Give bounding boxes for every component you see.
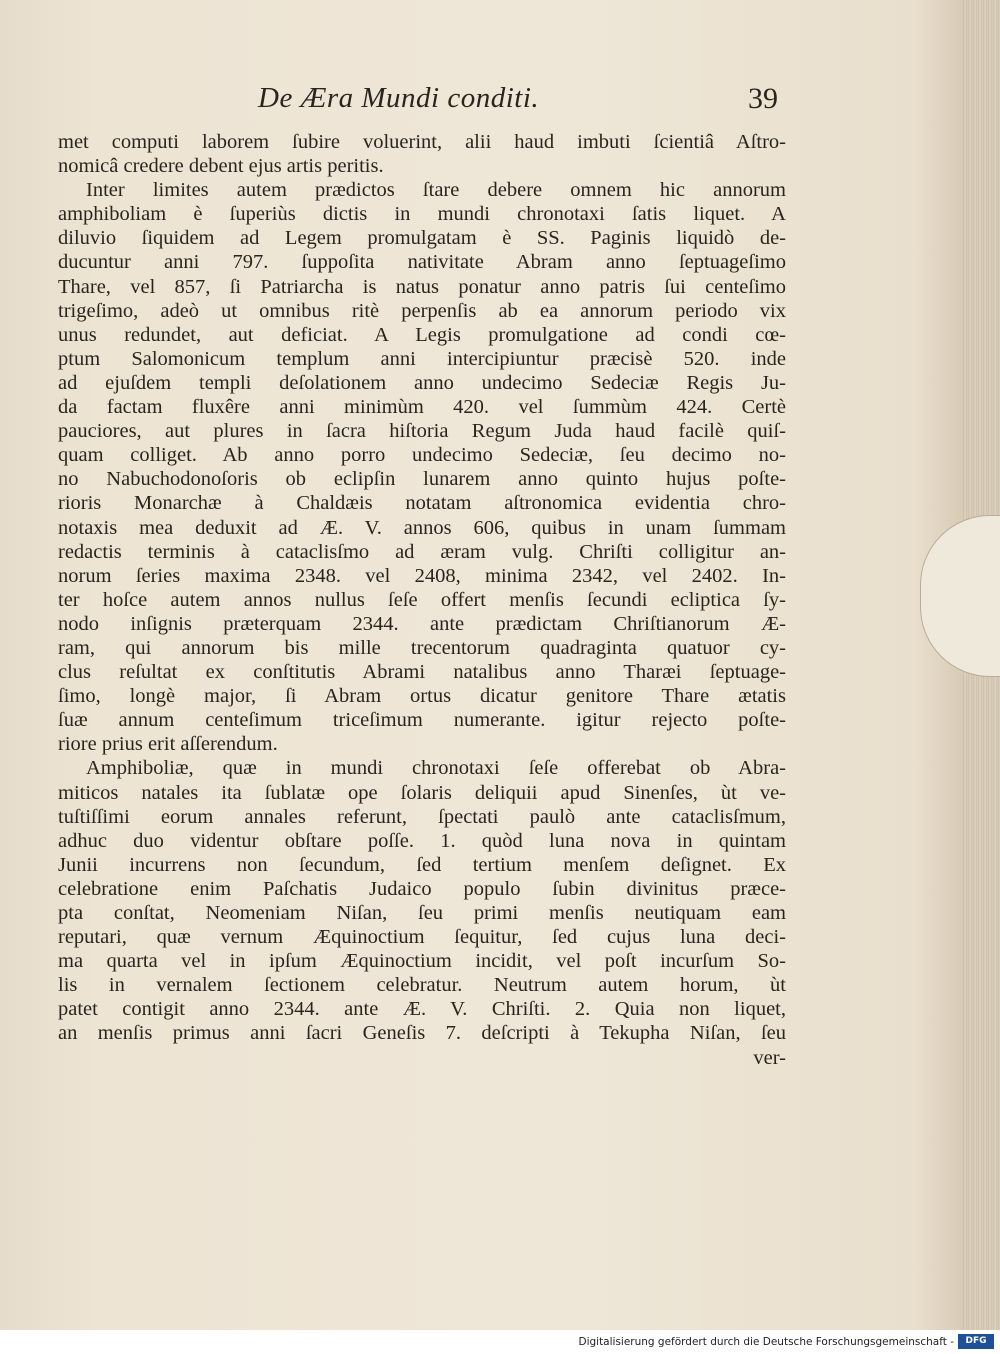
text-line: da factam fluxêre anni minimùm 420. vel ſummùm 424. Certè (58, 396, 786, 419)
text-line: ma quarta vel in ipſum Æquinoctium incidit, vel poſt incurſum So- (58, 950, 786, 973)
text-line: Thare, vel 857, ſi Patriarcha is natus ponatur anno patris ſui centeſimo (58, 275, 786, 298)
text-line: ad ejuſdem templi deſolationem anno undecimo Sedeciæ Regis Ju- (58, 371, 786, 394)
text-line: ducuntur anni 797. ſuppoſita nativitate Abram anno ſeptuageſimo (58, 251, 786, 274)
text-line: nomicâ credere debent ejus artis peritis. (58, 155, 384, 178)
text-line: no Nabuchodonoſoris ob eclipſin lunarem anno quinto hujus poſte- (58, 468, 786, 491)
text-line: an menſis primus anni ſacri Geneſis 7. deſcripti à Tekupha Niſan, ſeu (58, 1022, 786, 1045)
text-line: trigeſimo, adeò ut omnibus ritè perpenſis ab ea annorum periodo vix (58, 299, 786, 322)
text-line: notaxis mea deduxit ad Æ. V. annos 606, quibus in unam ſummam (58, 516, 786, 539)
text-line: quam colliget. Ab anno porro undecimo Sedeciæ, ſeu decimo no- (58, 444, 786, 467)
text-line: nodo inſignis præterquam 2344. ante prædictam Chriſtianorum Æ- (58, 612, 786, 635)
text-line: ſimo, longè major, ſi Abram ortus dicatur genitore Thare ætatis (58, 685, 786, 708)
text-line: diluvio ſiquidem ad Legem promulgatam è SS. Paginis liquidò de- (58, 227, 786, 250)
text-line: lis in vernalem ſectionem celebratur. Neutrum autem horum, ùt (58, 974, 786, 997)
catchword: ver- (753, 1046, 786, 1069)
funding-credit: Digitalisierung gefördert durch die Deutsche Forschungsgemeinschaft - (578, 1336, 954, 1348)
text-line: Amphiboliæ, quæ in mundi chronotaxi ſeſe offerebat ob Abra- (86, 757, 786, 780)
text-line: ram, qui annorum bis mille trecentorum quadraginta quatuor cy- (58, 636, 786, 659)
text-line: patet contigit anno 2344. ante Æ. V. Chriſti. 2. Quia non liquet, (58, 998, 786, 1021)
text-line: miticos natales ita ſublatæ ope ſolaris deliquii apud Sinenſes, ùt ve- (58, 781, 786, 804)
text-line: met computi laborem ſubire voluerint, alii haud imbuti ſcientiâ Aſtro- (58, 131, 786, 153)
dfg-logo: DFG (958, 1334, 994, 1349)
text-line: norum ſeries maxima 2348. vel 2408, minima 2342, vel 2402. In- (58, 564, 786, 587)
running-head: De Æra Mundi conditi. (258, 82, 540, 114)
text-line: unus redundet, aut deficiat. A Legis promulgatione ad condi cœ- (58, 323, 786, 346)
text-line: adhuc duo videntur obſtare poſſe. 1. quòd luna nova in quintam (58, 829, 786, 852)
text-line: ſuæ annum centeſimum triceſimum numerante. igitur rejecto poſte- (58, 709, 786, 732)
text-line: celebratione enim Paſchatis Judaico populo ſubin divinitus præce- (58, 877, 786, 900)
text-line: redactis terminis à cataclisſmo ad æram vulg. Chriſti colligitur an- (58, 540, 786, 563)
text-line: riore prius erit aſſerendum. (58, 733, 278, 756)
text-line: Inter limites autem prædictos ſtare debere omnem hic annorum (86, 179, 786, 202)
page-number: 39 (748, 82, 778, 115)
text-line: pauciores, aut plures in ſacra hiſtoria Regum Juda haud facilè quiſ- (58, 420, 786, 443)
text-line: tuſtiſſimi eorum annales referunt, ſpectati paulò ante cataclisſmum, (58, 805, 786, 828)
text-line: clus reſultat ex conſtitutis Abrami natalibus anno Tharæi ſeptuage- (58, 661, 786, 684)
text-line: ptum Salomonicum templum anni intercipiuntur præcisè 520. inde (58, 347, 786, 370)
body-text (58, 130, 786, 1070)
text-line: rioris Monarchæ à Chaldæis notatam aſtronomica evidentia chro- (58, 492, 786, 515)
text-line: amphiboliam è ſuperiùs dictis in mundi chronotaxi ſatis liquet. A (58, 203, 786, 226)
text-line: ter hoſce autem annos nullus ſeſe offert menſis ſecundi ecliptica ſy- (58, 588, 786, 611)
text-line: Junii incurrens non ſecundum, ſed tertium menſem deſignet. Ex (58, 853, 786, 876)
text-line: pta conſtat, Neomeniam Niſan, ſeu primi menſis neutiquam eam (58, 902, 786, 924)
text-line: reputari, quæ vernum Æquinoctium ſequitur, ſed cujus luna deci- (58, 926, 786, 949)
